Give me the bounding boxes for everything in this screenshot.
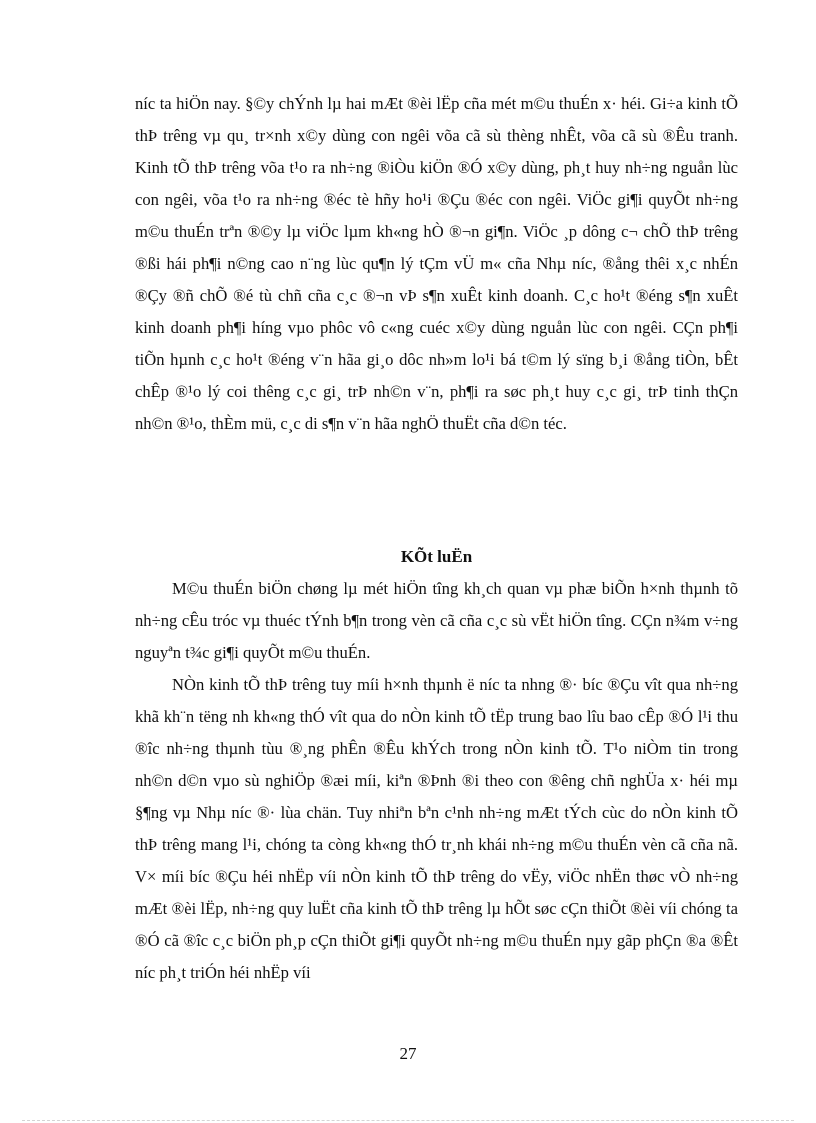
paragraph-continuation: níc ta hiÖn nay. §©y chÝnh lµ hai mÆt ®èi lËp cña mét m©u thuÉn x· héi. Gi÷a kinh tÕ thÞ trêng vµ qu¸ tr×nh x©y dùng con ngêi võa cã sù thèng nhÊt, võa cã sù ®Êu tranh. Kinh tÕ thÞ trêng võa t¹o ra nh÷ng ®iÒu kiÖn ®Ó x©y dùng, ph¸t huy nh÷ng nguån lùc con ngêi, võa t¹o ra nh÷ng ®éc tè hñy ho¹i ®Çu ®éc con ngêi. ViÖc gi¶i quyÕt nh÷ng m©u thuÉn trªn ®©y lµ viÖc lµm kh«ng hÒ ®¬n gi¶n. ViÖc ¸p dông c¬ chÕ thÞ trêng ®ßi hái ph¶i n©ng cao n¨ng lùc qu¶n lý tÇm vÜ m« cña Nhµ níc, ®ång thêi x¸c nhÉn ®Çy ®ñ chÕ ®é tù chñ cña c¸c ®¬n vÞ s¶n xuÊt kinh doanh. C¸c ho¹t ®éng s¶n xuÊt kinh doanh ph¶i híng vµo phôc vô c«ng cuéc x©y dùng nguån lùc con ngêi. CÇn ph¶i tiÕn hµnh c¸c ho¹t ®éng v¨n hãa gi¸o dôc nh»m lo¹i bá t©m lý sïng b¸i ®ång tiÒn, bÊt chÊp ®¹o lý coi thêng c¸c gi¸ trÞ nh©n v¨n, ph¶i ra søc ph¸t huy c¸c gi¸ trÞ tinh thÇn nh©n ®¹o, thÈm mü, c¸c di s¶n v¨n hãa nghÖ thuËt cña d©n téc.: [135, 94, 738, 433]
paragraph-conclusion-1: M©u thuÉn biÖn chøng lµ mét hiÖn tîng kh¸ch quan vµ phæ biÕn h×nh thµnh tõ nh÷ng cÊu tróc vµ thuéc tÝnh b¶n trong vèn cã cña c¸c sù vËt hiÖn tîng. CÇn n¾m v÷ng nguyªn t¾c gi¶i quyÕt m©u thuÉn.: [135, 579, 738, 662]
page-bottom-divider: [22, 1120, 794, 1121]
section-heading-conclusion: KÕt luËn: [400, 547, 473, 566]
paragraph-conclusion-2: NÒn kinh tÕ thÞ trêng tuy míi h×nh thµnh ë níc ta nhng ®· bíc ®Çu vît qua nh÷ng khã kh¨n tëng nh kh«ng thÓ vît qua do nÒn kinh tÕ tËp trung bao lîu bao cÊp ®Ó l¹i thu ®îc nh÷ng thµnh tùu ®¸ng phÊn ®Êu khÝch trong nÒn kinh tÕ. T¹o niÒm tin trong nh©n d©n vµo sù nghiÖp ®æi míi, kiªn ®Þnh ®i theo con ®êng chñ nghÜa x· héi mµ §¶ng vµ Nhµ níc ®· lùa chän. Tuy nhiªn bªn c¹nh nh÷ng mÆt tÝch cùc do nÒn kinh tÕ thÞ trêng mang l¹i, chóng ta còng kh«ng thÓ tr¸nh khái nh÷ng m©u thuÉn vèn cã cña nã. V× míi bíc ®Çu héi nhËp víi nÒn kinh tÕ thÞ trêng do vËy, viÖc nhËn thøc vÒ nh÷ng mÆt ®èi lËp, nh÷ng quy luËt cña kinh tÕ thÞ trêng lµ hÕt søc cÇn thiÕt ®èi víi chóng ta ®Ó cã ®îc c¸c biÖn ph¸p cÇn thiÕt gi¶i quyÕt nh÷ng m©u thuÉn nµy gãp phÇn ®a ®Êt níc ph¸t triÓn héi nhËp víi: [135, 675, 738, 982]
page-number: 27: [399, 1044, 417, 1063]
body-text-top: [135, 88, 738, 440]
body-text-conclusion: [135, 573, 738, 989]
